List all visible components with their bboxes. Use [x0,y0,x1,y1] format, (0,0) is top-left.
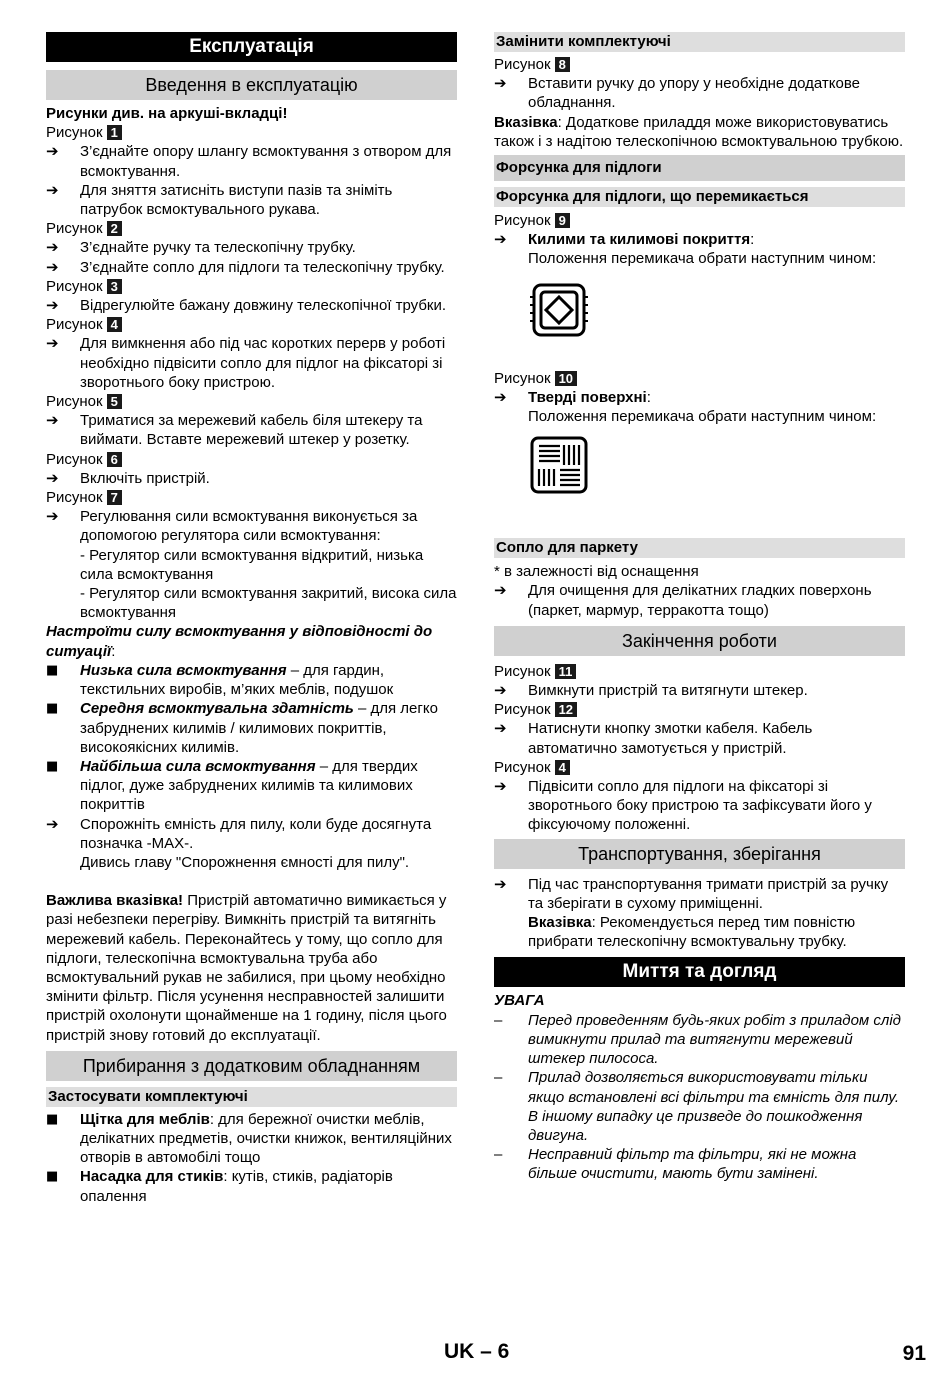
step: ➔ З’єднайте опору шлангу всмоктування з отвором для всмоктування. [46,142,457,180]
step: ➔ Для вимкнення або під час коротких перерв у роботі необхідно підвісити сопло для підлог на фіксаторі зі зворотнього боку пристрою. [46,334,457,392]
step: ➔ З’єднайте ручку та телескопічну трубку. [46,238,457,257]
step: ➔ Для зняття затисніть виступи пазів та зніміть патрубок всмоктувального рукава. [46,181,457,219]
figure-ref-8: Рисунок 8 [494,55,905,74]
step: ➔ Регулювання сили всмоктування виконується за допомогою регулятора сили всмоктування: - Регулятор сили всмоктування відкритий, низька сила всмоктування - Регулятор сили всмоктування закритий, висока сила всмоктування [46,507,457,622]
step: ➔ З’єднайте сопло для підлоги та телескопічну трубку. [46,258,457,277]
caution-item: – Прилад дозволяється використовувати тільки якщо встановлені всі фільтри та ємність для пилу. В іншому випадку це призведе до пошкодження двигуна. [494,1068,905,1145]
figure-ref-10: Рисунок 10 [494,369,905,388]
figure-ref-2: Рисунок 2 [46,219,457,238]
equipment-note: * в залежності від оснащення [494,563,699,581]
right-column [494,32,905,1184]
section-page-code: UK – 6 [444,1340,510,1363]
step: ➔ Килими та килимові покриття: Положення перемикача обрати наступним чином: [494,230,905,268]
step: ➔ Під час транспортування тримати пристрій за ручку та зберігати в сухому приміщенні. Вказівка: Рекомендується перед тим повністю прибрати телескопічну всмоктувальну трубку. [494,875,905,952]
figure-ref-5: Рисунок 5 [46,392,457,411]
list-item: ■ Низька сила всмоктування – для гардин, текстильних виробів, м’яких меблів, подушок [46,661,457,699]
subsection-floor-nozzle: Форсунка для підлоги [494,155,905,181]
step: ➔ Для очищення для делікатних гладких поверхонь (паркет, мармур, терракотта тощо) [494,581,905,619]
section-title-finish: Закінчення роботи [494,626,905,656]
important-note: Важлива вказівка! Пристрій автоматично вимикається у разі небезпеки перегріву. Вимкніть пристрій та витягніть мережевий кабель. Переконайтесь у тому, що сопло для підлоги, телескопічна всмоктувальна труба або всмоктувальний рукав не забилися, при цьому необхідно змінити фільтр. Після усунення несправностей залишити пристрій охолонути щонайменше на 1 годину, після цього пристрій знову готовий до експлуатації. [46,892,447,1044]
caution-item: – Перед проведенням будь-яких робіт з приладом слід вимикнути прилад та витягнути мережевий штекер пилососа. [494,1011,905,1069]
figure-ref-1: Рисунок 1 [46,123,457,142]
step: ➔ Вставити ручку до упору у необхідне додаткове обладнання. [494,74,905,112]
section-title-care: Миття та догляд [494,957,905,987]
step: ➔ Відрегулюйте бажану довжину телескопічної трубки. [46,296,457,315]
intro-note: Рисунки див. на аркуші-вкладці! [46,105,288,122]
caution-item: – Несправний фільтр та фільтри, які не можна більше очистити, мають бути замінені. [494,1145,905,1183]
adjust-title: Настроїти силу всмоктування у відповідності до ситуації: [46,623,433,660]
section-title-startup: Введення в експлуатацію [46,70,457,100]
figure-ref-7: Рисунок 7 [46,488,457,507]
step: ➔ Включіть пристрій. [46,469,457,488]
list-item: ■ Середня всмоктувальна здатність – для легко забруднених килимів / килимових покриттів, високоякісних килимів. [46,699,457,757]
left-column [46,32,457,1206]
figure-ref-9: Рисунок 9 [494,211,905,230]
section-title-operation: Експлуатація [46,32,457,62]
caution-label: УВАГА [494,992,545,1010]
figure-ref-6: Рисунок 6 [46,450,457,469]
step: ➔ Вимкнути пристрій та витягнути штекер. [494,681,905,700]
subsection-parquet-nozzle: Сопло для паркету [494,538,905,558]
section-title-transport: Транспортування, зберігання [494,839,905,869]
subsection-replace-accessories: Замінити комплектуючі [494,32,905,52]
list-item: ■ Найбільша сила всмоктування – для твердих підлог, дуже забруднених килимів та килимових покриттів [46,757,457,815]
subsection-switchable-nozzle: Форсунка для підлоги, що перемикається [494,187,905,207]
hard-floor-position-icon [530,436,905,498]
figure-ref-3: Рисунок 3 [46,277,457,296]
figure-ref-4: Рисунок 4 [46,315,457,334]
step: ➔ Натиснути кнопку змотки кабеля. Кабель автоматично замотується у пристрій. [494,719,905,757]
page-number: 91 [902,1342,926,1365]
note: Вказівка: Додаткове приладдя може використовуватись також і з надітою телескопічною всмоктувальною трубкою. [494,113,904,150]
step: ➔ Підвісити сопло для підлоги на фіксаторі зі зворотнього боку пристрою та зафіксувати його у фіксуючому положенні. [494,777,905,835]
section-title-accessories: Прибирання з додатковим обладнанням [46,1051,457,1081]
figure-ref-4b: Рисунок 4 [494,758,905,777]
list-item: ■ Насадка для стиків: кутів, стиків, радіаторів опалення [46,1167,457,1205]
list-item: ■ Щітка для меблів: для бережної очистки меблів, делікатних предметів, очистки книжок, вентиляційних отворів в автомобілі тощо [46,1110,457,1168]
step: ➔ Триматися за мережевий кабель біля штекеру та виймати. Вставте мережевий штекер у розетку. [46,411,457,449]
subsection-use-accessories: Застосувати комплектуючі [46,1087,457,1107]
figure-ref-12: Рисунок 12 [494,700,905,719]
carpet-position-icon [530,281,905,343]
figure-ref-11: Рисунок 11 [494,662,905,681]
step: ➔ Тверді поверхні: Положення перемикача обрати наступним чином: [494,388,905,426]
step: ➔ Спорожніть ємність для пилу, коли буде досягнута позначка -MAX-. Дивись главу "Спорожнення ємності для пилу". [46,815,457,873]
